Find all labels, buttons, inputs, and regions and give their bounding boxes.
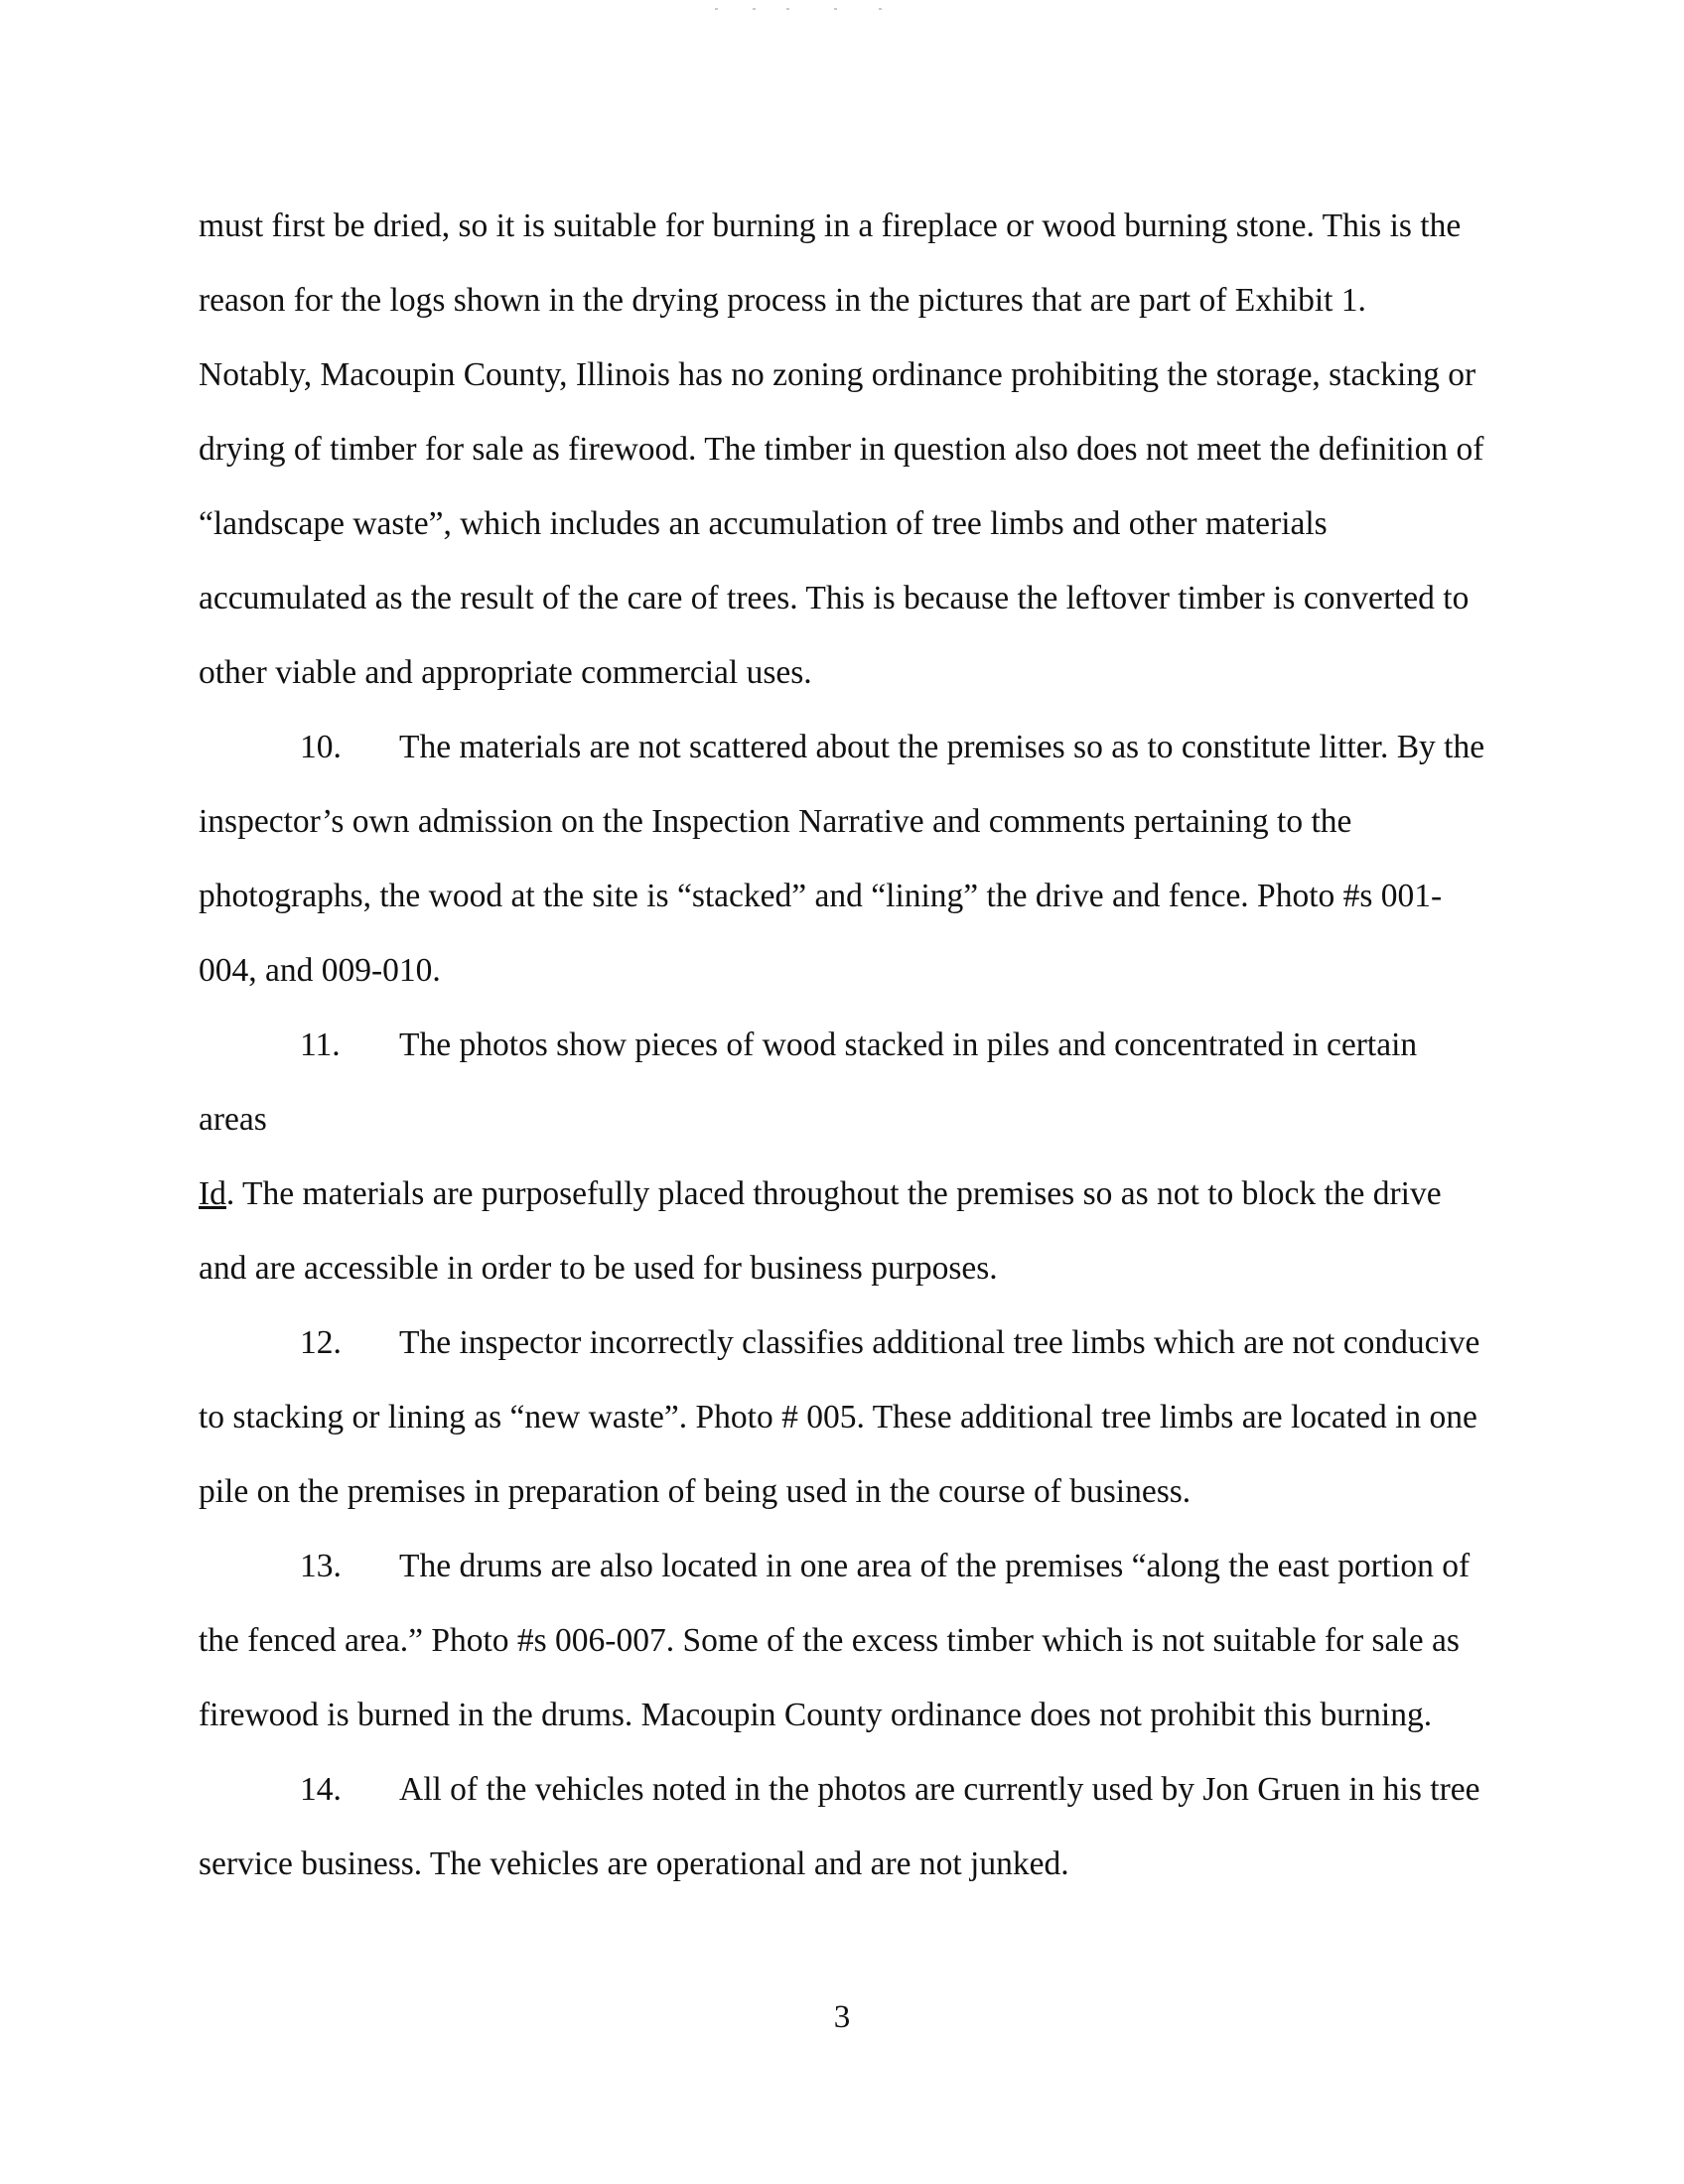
text-line: drying of timber for sale as firewood. The timber in question also does not meet the definition of bbox=[199, 431, 1484, 468]
paragraph-number: 13. bbox=[300, 1548, 342, 1584]
text-line: accumulated as the result of the care of trees. This is because the leftover timber is converted to bbox=[199, 580, 1470, 616]
text-line bbox=[199, 1305, 1489, 1380]
text-line: to stacking or lining as “new waste”. Photo # 005. These additional tree limbs are located in one bbox=[199, 1399, 1477, 1435]
text-line: and are accessible in order to be used for business purposes. bbox=[199, 1250, 998, 1287]
text-line bbox=[199, 710, 1489, 784]
text-line: 004, and 009-010. bbox=[199, 952, 441, 989]
text-line: Notably, Macoupin County, Illinois has no zoning ordinance prohibiting the storage, stacking or bbox=[199, 356, 1476, 393]
text-line: the fenced area.” Photo #s 006-007. Some of the excess timber which is not suitable for sale as bbox=[199, 1622, 1460, 1659]
text-line: reason for the logs shown in the drying process in the pictures that are part of Exhibit 1. bbox=[199, 282, 1366, 319]
scan-artifact bbox=[715, 8, 894, 12]
paragraph-number: 10. bbox=[300, 729, 342, 765]
paragraph-number: 14. bbox=[300, 1771, 342, 1808]
text-line bbox=[199, 1157, 1489, 1231]
text-line: “landscape waste”, which includes an accumulation of tree limbs and other materials bbox=[199, 505, 1328, 542]
text-fragment: The materials are not scattered about the premises so as to constitute litter. By the bbox=[399, 729, 1485, 765]
text-line: pile on the premises in preparation of being used in the course of business. bbox=[199, 1473, 1192, 1510]
paragraph-11 bbox=[199, 1008, 1489, 1305]
text-line: photographs, the wood at the site is “stacked” and “lining” the drive and fence. Photo #s 001- bbox=[199, 878, 1443, 914]
text-line bbox=[199, 1752, 1489, 1827]
text-fragment: The photos show pieces of wood stacked in piles and concentrated in certain areas bbox=[199, 1026, 1418, 1138]
text-line: inspector’s own admission on the Inspection Narrative and comments pertaining to the bbox=[199, 803, 1352, 840]
text-fragment: The inspector incorrectly classifies additional tree limbs which are not conducive bbox=[399, 1324, 1480, 1361]
text-line bbox=[199, 1529, 1489, 1603]
paragraph-number: 12. bbox=[300, 1324, 342, 1361]
text-line: firewood is burned in the drums. Macoupin County ordinance does not prohibit this burning. bbox=[199, 1697, 1433, 1733]
text-line: other viable and appropriate commercial uses. bbox=[199, 654, 812, 691]
paragraph-14 bbox=[199, 1752, 1489, 1901]
paragraph-12 bbox=[199, 1305, 1489, 1529]
paragraph-10 bbox=[199, 710, 1489, 1008]
text-fragment: . The materials are purposefully placed throughout the premises so as not to block the drive bbox=[225, 1175, 1442, 1212]
paragraph-13 bbox=[199, 1529, 1489, 1752]
continuation-paragraph bbox=[199, 189, 1489, 710]
paragraph-number: 11. bbox=[300, 1026, 341, 1063]
text-line: service business. The vehicles are operational and are not junked. bbox=[199, 1845, 1069, 1882]
text-line: must first be dried, so it is suitable for burning in a fireplace or wood burning stone. This is the bbox=[199, 207, 1462, 244]
text-fragment: The drums are also located in one area of the premises “along the east portion of bbox=[399, 1548, 1471, 1584]
text-fragment: All of the vehicles noted in the photos are currently used by Jon Gruen in his tree bbox=[399, 1771, 1480, 1808]
citation-id: Id bbox=[199, 1175, 226, 1212]
page-number: 3 bbox=[833, 1999, 851, 2035]
document-body bbox=[199, 189, 1489, 1901]
text-line bbox=[199, 1008, 1489, 1157]
